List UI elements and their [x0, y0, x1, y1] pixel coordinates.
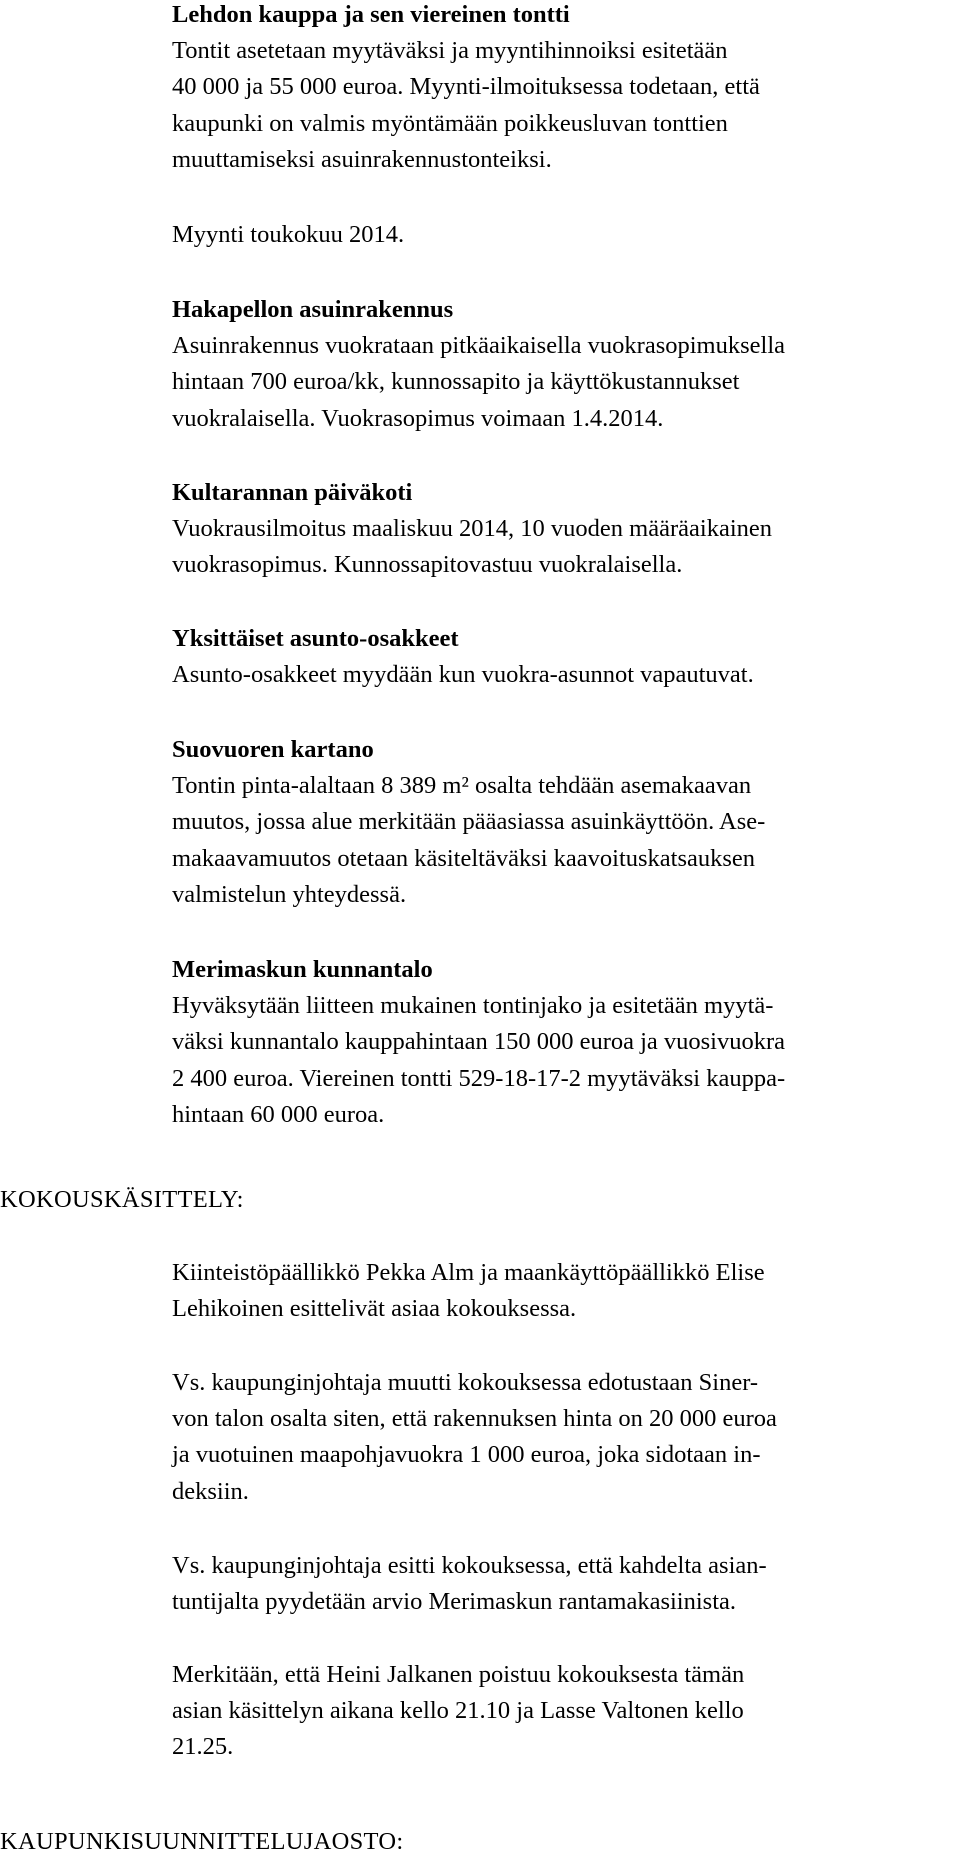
text-line: von talon osalta siten, että rakennuksen hinta on 20 000 euroa: [172, 1405, 777, 1433]
section-kultarannan-paivakoti: [172, 475, 952, 584]
section-title: Lehdon kauppa ja sen viereinen tontti: [172, 1, 570, 28]
text-line: Asunto-osakkeet myydään kun vuokra-asunnot vapautuvat.: [172, 661, 754, 689]
section-title: Hakapellon asuinrakennus: [172, 296, 454, 323]
section-asunto-osakkeet: [172, 621, 952, 693]
kokous-paragraph-2: [172, 1365, 952, 1510]
kokous-paragraph-1: [172, 1255, 952, 1327]
section-title: Merimaskun kunnantalo: [172, 956, 433, 983]
section-suovuoren-kartano: [172, 732, 952, 913]
text-line: ja vuotuinen maapohjavuokra 1 000 euroa, joka sidotaan in-: [172, 1441, 761, 1469]
text-line: Asuinrakennus vuokrataan pitkäaikaisella vuokrasopimuksella: [172, 332, 786, 360]
text-line: asian käsittelyn aikana kello 21.10 ja Lasse Valtonen kello: [172, 1697, 744, 1725]
text-line: Tontit asetetaan myytäväksi ja myyntihinnoiksi esitetään: [172, 37, 728, 65]
text-line: Tontin pinta-alaltaan 8 389 m² osalta tehdään asemakaavan: [172, 772, 752, 800]
text-line: 40 000 ja 55 000 euroa. Myynti-ilmoituksessa todetaan, että: [172, 73, 760, 101]
text-line: kaupunki on valmis myöntämään poikkeusluvan tonttien: [172, 109, 728, 137]
text-line: makaavamuutos otetaan käsiteltäväksi kaavoituskatsauksen: [172, 844, 756, 872]
section-hakapellon-asuinrakennus: [172, 292, 952, 437]
text-line: tuntijalta pyydetään arvio Merimaskun rantamakasiinista.: [172, 1588, 737, 1616]
kokous-paragraph-3: [172, 1548, 952, 1620]
text-line: muuttamiseksi asuinrakennustonteiksi.: [172, 145, 552, 173]
section-lehdon-kauppa: [172, 0, 952, 178]
kokouskasittely-label: KOKOUSKÄSITTELY:: [0, 1186, 244, 1213]
text-line: hintaan 60 000 euroa.: [172, 1100, 385, 1128]
section-merimaskun-kunnantalo: [172, 952, 952, 1133]
text-line: Merkitään, että Heini Jalkanen poistuu kokouksesta tämän: [172, 1661, 745, 1688]
text-line: 2 400 euroa. Viereinen tontti 529-18-17-2 myytäväksi kauppa-: [172, 1064, 786, 1092]
text-line: 21.25.: [172, 1733, 234, 1761]
section-title: Suovuoren kartano: [172, 736, 374, 763]
text-line: Kiinteistöpäällikkö Pekka Alm ja maankäyttöpäällikkö Elise: [172, 1259, 765, 1286]
section-title: Yksittäiset asunto-osakkeet: [172, 625, 459, 652]
text-line: deksiin.: [172, 1477, 249, 1505]
text-line: vuokralaisella. Vuokrasopimus voimaan 1.4.2014.: [172, 404, 664, 432]
text-line: hintaan 700 euroa/kk, kunnossapito ja käyttökustannukset: [172, 368, 740, 396]
text-line: Vs. kaupunginjohtaja esitti kokouksessa, että kahdelta asian-: [172, 1552, 767, 1579]
section-note: [172, 217, 952, 253]
text-line: valmistelun yhteydessä.: [172, 880, 407, 908]
text-line: Vuokrausilmoitus maaliskuu 2014, 10 vuoden määräaikainen: [172, 515, 773, 543]
text-line: Hyväksytään liitteen mukainen tontinjako ja esitetään myytä-: [172, 992, 774, 1020]
kokous-paragraph-4: [172, 1657, 952, 1766]
text-line: väksi kunnantalo kauppahintaan 150 000 euroa ja vuosivuokra: [172, 1028, 786, 1056]
text-line: muutos, jossa alue merkitään pääasiassa asuinkäyttöön. Ase-: [172, 808, 766, 836]
text-line: vuokrasopimus. Kunnossapitovastuu vuokralaisella.: [172, 551, 683, 579]
text-line: Lehikoinen esittelivät asiaa kokouksessa.: [172, 1295, 577, 1323]
text-line: Vs. kaupunginjohtaja muutti kokouksessa edotustaan Siner-: [172, 1369, 759, 1396]
text-line: Myynti toukokuu 2014.: [172, 221, 405, 248]
kaupunkisuunnittelujaosto-label: KAUPUNKISUUNNITTELUJAOSTO:: [0, 1828, 404, 1855]
section-title: Kultarannan päiväkoti: [172, 479, 413, 506]
